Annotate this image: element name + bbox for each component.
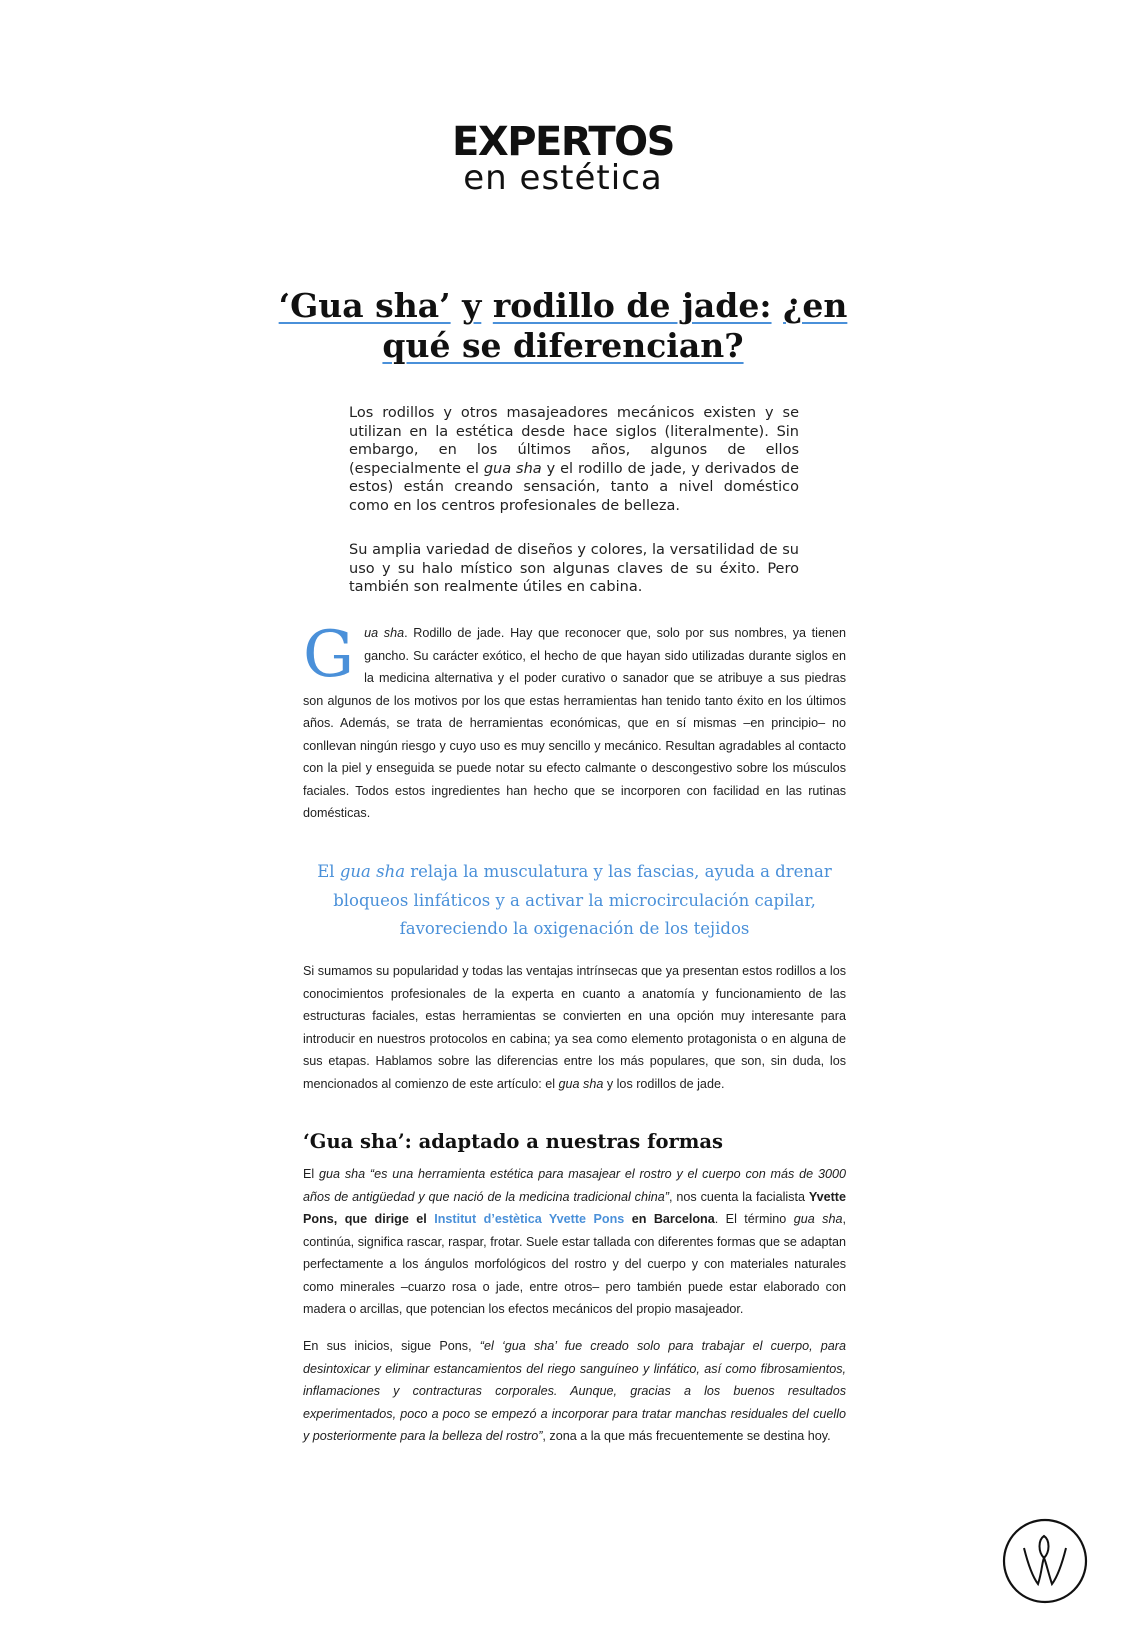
body-quote: “es una herramienta estética para masajear el rostro y el cuerpo con más de 3000 años de antigüedad y que nació de la medicina tradicional china” (303, 1167, 846, 1204)
pull-quote (303, 858, 846, 944)
intro-paragraph-2: Su amplia variedad de diseños y colores, la versatilidad de su uso y su halo místico son algunas claves de su éxito. Pero también son realmente útiles en cabina. (349, 542, 799, 595)
intro-emphasis: gua sha (483, 460, 542, 477)
body-bold: Yvette Pons, que dirige el (303, 1189, 846, 1226)
body-emphasis: gua sha (319, 1167, 366, 1181)
title-link-diferencian[interactable]: ¿en qué se diferencian? (382, 286, 848, 365)
logo-bottom-text: en estética (463, 158, 663, 198)
article-title (240, 286, 886, 366)
title-link-rodillo[interactable]: rodillo de jade: (492, 286, 772, 325)
quote-text: El (317, 862, 340, 881)
intro-text: y el rodillo de jade, y derivados de estos) están creando sensación, tanto a nivel doméstico como en los centros profesionales de belleza. (349, 460, 799, 514)
body-bold: en Barcelona (624, 1212, 715, 1226)
intro-text: Los rodillos y otros masajeadores mecánicos existen y se utilizan en la estética desde hace siglos (literalmente). Sin embargo, en los últimos años, algunos de ellos (especialmente el (349, 405, 799, 477)
body-text: . El término (714, 1212, 794, 1226)
body-text: Si sumamos su popularidad y todas las ventajas intrínsecas que ya presentan estos rodillos a los conocimientos profesionales de la experta en cuanto a anatomía y funcionamiento de las estructuras faciales, estas herramientas se convierten en una opción muy interesante para introducir en nuestros protocolos en cabina; ya sea como elemento protagonista o en alguna de sus etapas. Hablamos sobre las diferencias entre los más populares, que son, sin duda, los mencionados al comienzo de este artículo: el (303, 964, 846, 1091)
title-link-gua-sha[interactable]: ‘Gua sha’ (278, 286, 451, 325)
body-text: , nos cuenta la facialista (668, 1189, 809, 1204)
body-paragraph-4 (303, 1335, 846, 1448)
body-emphasis: ua sha (364, 626, 405, 640)
body-paragraph-1 (303, 618, 846, 825)
quote-emphasis: gua sha (339, 862, 406, 881)
body-emphasis: gua sha (558, 1076, 604, 1091)
brand-logo (0, 119, 1126, 198)
body-emphasis: gua sha (793, 1212, 843, 1226)
body-quote: “el ‘gua sha’ fue creado solo para trabajar el cuerpo, para desintoxicar y eliminar estancamientos del riego sanguíneo y linfático, así como fibrosamientos, inflamaciones y contracturas corporales. Aunque, gracias a los buenos resultados experimentados, poco a poco se empezó a incorporar para tratar manchas residuales del cuello y posteriormente para la belleza del rostro” (303, 1339, 846, 1443)
body-text: y los rodillos de jade. (603, 1076, 725, 1091)
title-link-y[interactable]: y (462, 286, 482, 325)
body-text: El (303, 1167, 319, 1181)
logo-top-text: EXPERTOS (452, 119, 674, 165)
section-heading: ‘Gua sha’: adaptado a nuestras formas (303, 1130, 723, 1153)
body-paragraph-3 (303, 1163, 846, 1321)
body-paragraph-2 (303, 960, 846, 1095)
body-text: , zona a la que más frecuentemente se destina hoy. (542, 1429, 831, 1443)
body-text: En sus inicios, sigue Pons, (303, 1339, 480, 1353)
body-text: . Rodillo de jade. Hay que reconocer que, solo por sus nombres, ya tienen gancho. Su carácter exótico, el hecho de que hayan sido utilizadas durante siglos en la medicina alternativa y el poder curativo o sanador que se atribuye a sus piedras son algunos de los motivos por los que estas herramientas han tenido tanto éxito en los últimos años. Además, se trata de herramientas económicas, que en sí mismas –en principio– no conllevan ningún riesgo y cuyo uso es muy sencillo y mecánico. Resultan agradables al contacto con la piel y enseguida se puede notar su efecto calmante o descongestivo sobre los músculos faciales. Todos estos ingredientes han hecho que se incorporen con facilidad en las rutinas domésticas. (303, 626, 846, 820)
body-text: , continúa, significa rascar, raspar, frotar. Suele estar tallada con diferentes formas que se adaptan perfectamente a los ángulos morfológicos del rostro y del cuerpo y con materiales naturales como minerales –cuarzo rosa o jade, entre otros– pero también puede estar elaborado con madera o arcillas, que potencian los efectos mecánicos del propio masajeador. (303, 1212, 846, 1316)
institut-link[interactable]: Institut d’estètica Yvette Pons (434, 1212, 625, 1226)
brand-seal-icon (1002, 1518, 1088, 1604)
drop-cap: G (303, 618, 355, 692)
intro-paragraph-1 (349, 404, 799, 515)
quote-text: relaja la musculatura y las fascias, ayuda a drenar bloqueos linfáticos y a activar la microcirculación capilar, favoreciendo la oxigenación de los tejidos (333, 862, 832, 938)
